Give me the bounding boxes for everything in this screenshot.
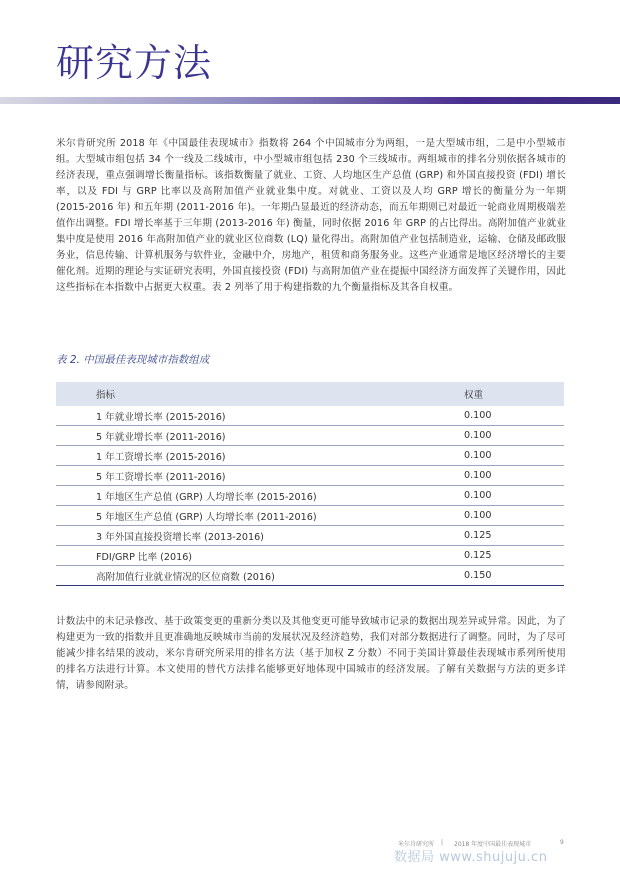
index-composition-table <box>56 382 564 586</box>
table-row <box>56 566 564 586</box>
weight-cell: 0.100 <box>464 406 564 426</box>
indicator-cell: 5 年工资增长率 (2011-2016) <box>56 466 464 486</box>
footer-page-number: 9 <box>560 839 564 846</box>
header-indicator: 指标 <box>56 382 464 406</box>
table-row <box>56 506 564 526</box>
intro-paragraph: 米尔肯研究所 2018 年《中国最佳表现城市》指数将 264 个中国城市分为两组，一是大型城市组，二是中小型城市组。大型城市组包括 34 个一线及二线城市，中小型城市组包括 230 个三线城市。两组城市的排名分别依据各城市的经济表现，重点强调增长衡量指标。该指数衡量了就业、工资、人均地区生产总值 (GRP) 和外国直接投资 (FDI) 增长率，以及 FDI 与 GRP 比率以及高附加值产业就业集中度。对就业、工资以及人均 GRP 增长的衡量分为一年期 (2015-2016 年) 和五年期 (2011-2016 年)。一年期凸显最近的经济动态，而五年期则已对最近一轮商业周期极端差值作出调整。FDI 增长率基于三年期 (2013-2016 年) 衡量，同时依据 2016 年 GRP 的占比得出。高附加值产业就业集中度是使用 2016 年高附加值产业的就业区位商数 (LQ) 量化得出。高附加值产业包括制造业，运输、仓储及邮政服务业，信息传输、计算机服务与软件业，金融中介，房地产，租赁和商务服务业。这些产业通常是地区经济增长的主要催化剂。近期的理论与实证研究表明，外国直接投资 (FDI) 与高附加值产业在提振中国经济方面发挥了关键作用，因此这些指标在本指数中占据更大权重。表 2 列举了用于构建指数的九个衡量指标及其各自权重。 <box>56 138 566 293</box>
weight-cell: 0.100 <box>464 446 564 466</box>
page-title: 研究方法 <box>56 41 213 85</box>
indicator-cell: 1 年工资增长率 (2015-2016) <box>56 446 464 466</box>
indicator-cell: 1 年就业增长率 (2015-2016) <box>56 406 464 426</box>
indicator-cell: 5 年地区生产总值 (GRP) 人均增长率 (2011-2016) <box>56 506 464 526</box>
weight-cell: 0.100 <box>464 486 564 506</box>
footer-separator: | <box>441 839 444 846</box>
methodology-paragraph: 计数法中的未记录修改、基于政策变更的重新分类以及其他变更可能导致城市记录的数据出现差异或异常。因此，为了构建更为一致的指数并且更准确地反映城市当前的发展状况及经济趋势，我们对部分数据进行了调整。同时，为了尽可能减少排名结果的波动，米尔肯研究所采用的排名方法（基于加权 Z 分数）不同于美国计算最佳表现城市系列所使用的排名方法进行计算。本文使用的替代方法排名能够更好地体现中国城市的经济发展。了解有关数据与方法的更多详情，请参阅附录。 <box>56 616 566 691</box>
table-row <box>56 406 564 426</box>
weight-cell: 0.150 <box>464 566 564 586</box>
watermark: 数据局 www.shujuju.cn <box>394 850 548 865</box>
table-row <box>56 466 564 486</box>
table-row <box>56 546 564 566</box>
table-header-row <box>56 382 564 406</box>
weight-cell: 0.100 <box>464 506 564 526</box>
weight-cell: 0.100 <box>464 426 564 446</box>
title-divider <box>0 97 620 104</box>
table-row <box>56 526 564 546</box>
table-row <box>56 426 564 446</box>
table-row <box>56 486 564 506</box>
table-row <box>56 446 564 466</box>
weight-cell: 0.100 <box>464 466 564 486</box>
indicator-cell: 1 年地区生产总值 (GRP) 人均增长率 (2015-2016) <box>56 486 464 506</box>
indicator-cell: 高附加值行业就业情况的区位商数 (2016) <box>56 566 464 586</box>
weight-cell: 0.125 <box>464 546 564 566</box>
indicator-cell: FDI/GRP 比率 (2016) <box>56 546 464 566</box>
table-caption: 表 2. 中国最佳表现城市指数组成 <box>56 354 210 366</box>
footer-report-title: 2018 年度中国最佳表现城市 <box>454 841 532 848</box>
header-weight: 权重 <box>464 382 564 406</box>
indicator-cell: 3 年外国直接投资增长率 (2013-2016) <box>56 526 464 546</box>
indicator-cell: 5 年就业增长率 (2011-2016) <box>56 426 464 446</box>
weight-cell: 0.125 <box>464 526 564 546</box>
footer-publisher: 米尔肯研究所 <box>398 841 435 848</box>
